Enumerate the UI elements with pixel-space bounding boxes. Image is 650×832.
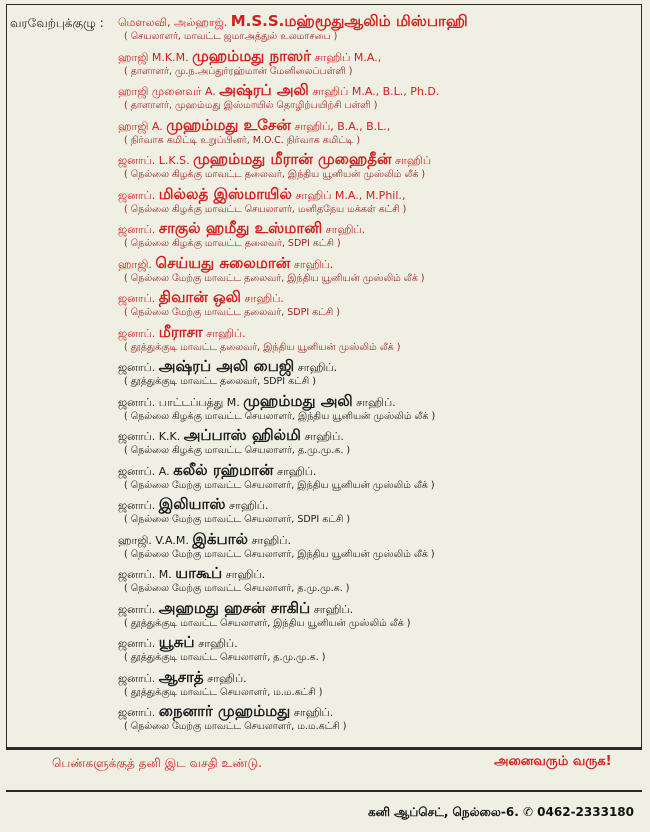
member-suffix: சாஹிப். [207,671,247,685]
member-prefix: ஜனாப். [118,499,156,512]
member-prefix: ஜனாப். [118,706,156,719]
member-role: ( தூத்துக்குடி மாவட்ட செயலாளர், இந்திய யூனியன் முஸ்லிம் லீக் ) [124,617,411,629]
ladies-note: பெண்களுக்குத் தனி இட வசதி உண்டு. [52,756,263,770]
member-suffix: சாஹிப். [293,257,334,271]
member-name: முஹம்மது அலி [243,391,353,410]
member-line [118,288,340,306]
committee-label: வரவேற்புக்குழு : [10,16,104,30]
member-suffix: சாஹிப் [395,154,432,167]
committee-entry [118,323,400,355]
member-suffix: சாஹிப், B.A., B.L., [294,119,391,133]
member-name: யூசுப் [158,633,195,651]
member-name: மில்லத் இஸ்மாயில் [158,184,292,203]
committee-entry [118,392,435,424]
member-prefix: ஜனாப். [118,637,156,650]
member-role: ( தாளாளர், மு.ந.அப்துர்ரஹ்மான் மேனிலைப்பள்ளி ) [124,65,353,77]
committee-entry [118,254,425,286]
member-line [118,530,435,548]
member-name: முஹம்மது உசேன் [166,115,291,134]
member-prefix: ஜனாப். [118,292,156,305]
member-role: ( நெல்லை கிழக்கு மாவட்ட தலைவர், SDPI கட்சி ) [124,238,341,249]
member-name: செய்யது சுலைமான் [155,253,291,272]
member-name: மீராசா [158,322,203,341]
member-line [118,219,365,237]
member-prefix: ஜனாப். L.K.S. [118,154,190,167]
member-role: ( தூத்துக்குடி மாவட்ட தலைவர், SDPI கட்சி ) [124,376,316,387]
committee-entry [118,185,406,217]
committee-entry [118,219,365,251]
member-line [118,599,411,617]
member-line [118,116,390,134]
member-line [118,461,435,479]
member-prefix: ஹாஜி. V.A.M. [118,533,189,547]
member-suffix: சாஹிப். [225,568,266,581]
committee-entry [118,426,350,458]
member-role: ( தாளாளர், முஹம்மது இஸ்மாயில் தொழிற்பயிற்சி பள்ளி ) [124,100,378,111]
member-prefix: ஜனாப். M. [118,568,172,581]
member-suffix: சாஹிப். [356,395,396,409]
committee-entry [118,47,381,79]
member-name: முஹம்மது மீரான் முஹைதீன் [193,150,392,168]
member-name: சாகுல் ஹமீது உஸ்மானி [158,219,323,237]
member-role: ( நெல்லை மேற்கு மாவட்ட செயலாளர், இந்திய யூனியன் முஸ்லிம் லீக் ) [124,479,435,491]
member-role: ( நெல்லை கிழக்கு மாவட்ட செயலாளர், மனிதநேய மக்கள் கட்சி ) [124,203,407,215]
committee-entry [118,668,322,700]
member-name: M.S.S.மஹ்மூதுஆலிம் மிஸ்பாஹி [230,12,468,30]
member-line [118,564,350,582]
member-name: முஹம்மது நாஸர் [192,46,311,65]
divider-top [6,748,642,750]
member-role: ( நெல்லை மேற்கு மாவட்ட செயலாளர், SDPI கட்சி ) [124,514,351,525]
member-prefix: ஜனாப். [118,188,156,202]
member-line [118,323,400,341]
member-role: ( நெல்லை மேற்கு மாவட்ட செயலாளர், ம.ம.கட்சி ) [124,721,347,732]
member-prefix: ஜனாப். K.K. [118,430,181,443]
member-name: யாகூப் [175,564,223,582]
member-name: இலியாஸ் [158,495,226,513]
member-role: ( நெல்லை கிழக்கு மாவட்ட செயலாளர், இந்திய யூனியன் முஸ்லிம் லீக் ) [124,410,436,422]
member-role: ( நெல்லை மேற்கு மாவட்ட செயலாளர், இந்திய யூனியன் முஸ்லிம் லீக் ) [124,548,435,560]
member-line [118,150,431,168]
member-suffix: சாஹிப். [206,326,246,340]
member-role: ( நிர்வாக கமிட்டி உறுப்பினர், M.O.C. நிர்வாக கமிட்டி ) [124,134,361,146]
member-suffix: சாஹிப். [228,499,269,512]
member-suffix: சாஹிப். [198,637,238,650]
member-name: இக்பால் [192,529,248,548]
member-suffix: சாஹிப். [304,430,344,443]
member-prefix: ஜனாப். [118,671,156,685]
member-prefix: ஹாஜி. [118,257,152,271]
member-name: அஷ்ரப் அலி பைஜி [158,357,295,375]
member-name: திவான் ஒலி [158,288,241,306]
committee-entry [118,12,468,44]
member-suffix: சாஹிப். [325,223,366,236]
member-suffix: சாஹிப் M.A., B.L., Ph.D. [312,85,440,98]
committee-entry [118,564,350,596]
member-suffix: சாஹிப். [251,533,291,547]
member-prefix: ஜனாப். [118,361,156,374]
member-role: ( தூத்துக்குடி மாவட்ட செயலாளர், த.மு.மு.க. ) [124,652,326,663]
committee-entry [118,702,346,734]
member-role: ( நெல்லை மேற்கு மாவட்ட தலைவர், SDPI கட்சி ) [124,307,340,318]
member-prefix: ஜனாப். [118,223,156,236]
member-role: ( தூத்துக்குடி மாவட்ட தலைவர், இந்திய யூனியன் முஸ்லிம் லீக் ) [124,341,401,353]
member-line [118,426,350,444]
member-line [118,254,425,272]
member-line [118,12,468,30]
member-role: ( நெல்லை கிழக்கு மாவட்ட தலைவர், இந்திய யூனியன் முஸ்லிம் லீக் ) [124,169,426,180]
member-line [118,47,381,65]
member-line [118,495,350,513]
member-prefix: ஜனாப். A. [118,464,170,478]
member-prefix: ஜனாப். [118,602,156,616]
member-prefix: ஹாஜி A. [118,119,163,133]
member-suffix: சாஹிப். [244,292,284,305]
committee-entry [118,599,411,631]
committee-entry [118,150,431,182]
invite-text: அனைவரும் வருக! [494,754,612,769]
member-suffix: சாஹிப் M.A., [314,50,382,64]
member-name: நைனார் முஹம்மது [158,702,291,720]
member-prefix: மௌலவி, அல்ஹாஜ். [118,16,228,29]
committee-entry [118,116,390,148]
printer-credit: கனி ஆப்செட், நெல்லை-6. ✆ 0462-2333180 [367,805,634,819]
committee-entry [118,288,340,320]
member-name: கலீல் ரஹ்மான் [173,460,274,479]
member-role: ( செயலாளர், மாவட்ட ஜமாஅத்துல் உலமாசபை ) [124,31,338,42]
member-name: ஆசாத் [158,667,204,686]
member-line [118,633,325,651]
member-name: அப்பாஸ் ஹில்மி [183,426,301,444]
member-suffix: சாஹிப். [276,464,317,478]
member-suffix: சாஹிப். [313,602,354,616]
member-role: ( தூத்துக்குடி மாவட்ட செயலாளர், ம.ம.கட்சி ) [124,686,323,698]
committee-entry [118,461,435,493]
member-name: அஷ்ரப் அலி [219,81,309,99]
member-prefix: ஹாஜி M.K.M. [118,50,189,64]
member-suffix: சாஹிப். [293,706,334,719]
member-prefix: ஹாஜி முனைவர் A. [118,85,216,98]
member-role: ( நெல்லை மேற்கு மாவட்ட செயலாளர், த.மு.மு.க. ) [124,583,350,594]
committee-entry [118,81,439,113]
divider-bottom [6,790,642,792]
member-prefix: ஜனாப். [118,326,156,340]
member-line [118,702,346,720]
member-suffix: சாஹிப் M.A., M.Phil., [295,188,406,202]
member-line [118,81,439,99]
member-line [118,392,435,410]
member-prefix: ஜனாப். பாட்டப்பத்து M. [118,395,240,409]
committee-entry [118,633,325,665]
committee-entry [118,357,337,389]
member-line [118,185,406,203]
member-line [118,668,322,686]
member-role: ( நெல்லை மேற்கு மாவட்ட தலைவர், இந்திய யூனியன் முஸ்லிம் லீக் ) [124,272,425,284]
member-role: ( நெல்லை கிழக்கு மாவட்ட செயலாளர், த.மு.மு.க. ) [124,445,351,456]
member-suffix: சாஹிப். [297,361,338,374]
member-name: அஹமது ஹசன் சாகிப் [158,598,311,617]
committee-entry [118,495,350,527]
committee-entry [118,530,435,562]
member-line [118,357,337,375]
